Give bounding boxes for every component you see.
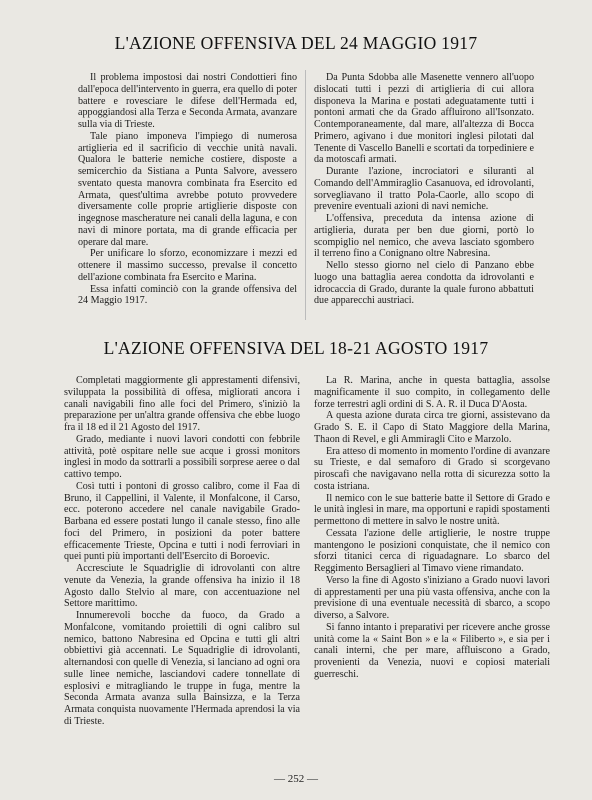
page-number: — 252 — [274,773,318,785]
paragraph: La R. Marina, anche in questa battaglia, assolse magnificamente il suo compito, in collegamento delle forze terrestri agli ordini di S. A. R. il Duca D'Aosta. [314,375,550,410]
paragraph: Per unificare lo sforzo, economizzare i mezzi ed ottenere il massimo successo, prevalse il concetto dell'azione combinata fra Esercito e Marina. [78,248,297,283]
paragraph: Completati maggiormente gli apprestamenti difensivi, sviluppata la possibilità di offesa, migliorati ancora i canali navigabili fino alle foci del Primero, s'iniziò la preparazione per un'altra grande offensiva che ebbe luogo fra il 18 ed il 21 Agosto del 1917. [64,375,300,433]
section-title-18-21-agosto: L'AZIONE OFFENSIVA DEL 18-21 AGOSTO 1917 [103,338,489,358]
paragraph: Essa infatti cominciò con la grande offensiva del 24 Maggio 1917. [78,283,297,307]
paragraph: Così tutti i pontoni di grosso calibro, come il Faa di Bruno, il Cappellini, il Valente, il Monfalcone, il Carso, ecc. poterono accedere nel canale navigabile Grado-Barbana ed essere postati lungo il canale stesso, fino alle foci del Primero, in posizioni da poter battere efficacemente Trieste, Opcina e tutti i nodi ferroviari in quei punti più importanti dell'Esercito di Boroevic. [64,480,300,563]
section1-right-column [314,72,534,307]
paragraph: Cessata l'azione delle artiglierie, le nostre truppe mantengono le posizioni conquistate, che il nemico con sforzi titanici cerca di riguadagnare. Lo sbarco del Reggimento Bersaglieri al Timavo viene rimandato. [314,527,550,574]
paragraph: L'offensiva, preceduta da intensa azione di artiglieria, durata per ben due giorni, portò lo scompiglio nel nemico, che aveva lasciato sgombero il terreno fino a Conignano oltre Nabresina. [314,213,534,260]
paragraph: Il problema impostosi dai nostri Condottieri fino dall'epoca dell'intervento in guerra, era quello di poter battere e rovesciare le difese dell'Hermada ed, appoggiandosi alla Terza e Seconda Armata, avanzare sulla via di Trieste. [78,72,297,130]
section2-left-column [64,375,300,728]
column-separator [305,70,306,320]
paragraph: A questa azione durata circa tre giorni, assistevano da Grado S. E. il Capo di Stato Maggiore della Marina, Thaon di Revel, e gli Ammiragli Cito e Marzolo. [314,410,550,445]
paragraph: Durante l'azione, incrociatori e siluranti al Comando dell'Ammiraglio Casanuova, ed idrovolanti, sorvegliavano il tratto Pola-Caorle, allo scopo di prevenire eventuali azioni di navi nemiche. [314,166,534,213]
paragraph: Nello stesso giorno nel cielo di Panzano ebbe luogo una battaglia aerea condotta da idrovolanti e idrocaccia di Grado, durante la quale furono abbattuti due apparecchi austriaci. [314,260,534,307]
section-title-24-maggio: L'AZIONE OFFENSIVA DEL 24 MAGGIO 1917 [114,33,478,53]
paragraph: Il nemico con le sue batterie batte il Settore di Grado e le unità inglesi in mare, ma opportuni e rapidi spostamenti permettono di mettere in salvo le nostre unità. [314,492,550,527]
paragraph: Innumerevoli bocche da fuoco, da Grado a Monfalcone, vomitando proiettili di ogni calibro sul nemico, battono Nabresina ed Opcina e tutti gli altri obbiettivi già accennati. Le Squadriglie di idrovolanti, alternandosi con quelle di Venezia, si lanciano ad ogni ora sulle linee nemiche, lasciandovi cadere tonnellate di esplosivi e mitragliando le truppe in fuga, mentre la Seconda Armata avanza sulla Bainsizza, e la Terza Armata conquista nuovamente l'Hermada aprendosi la via di Trieste. [64,610,300,727]
section2-right-column [314,375,550,681]
paragraph: Da Punta Sdobba alle Masenette vennero all'uopo dislocati tutti i pezzi di artiglieria di cui allora disponeva la Marina e postati adeguatamente tutti i pontoni armati che da Grado affluirono all'Isonzato. Contemporaneamente, dal mare, all'altezza di Bocca Primero, agivano i due monitori inglesi pilotati dal Tenente di Vascello Banelli e scortati da torpediniere e da motoscafi armati. [314,72,534,166]
paragraph: Tale piano imponeva l'impiego di numerosa artiglieria ed il sacrificio di vecchie unità navali. Qualora le batterie nemiche costiere, disposte a semicerchio da Sistiana a Punta Salvore, avessero sventato questa manovra combinata fra Esercito ed Armata, quest'ultima avrebbe potuto provvedere diversamente colle proprie artiglierie disposte con ingegnose mascherature nei canali della laguna, e con navi di minore portata, ma di grande efficacia per operare dal mare. [78,130,297,248]
paragraph: Verso la fine di Agosto s'iniziano a Grado nuovi lavori di apprestamenti per una più vasta offensiva, anche con la previsione di una eventuale necessità di sbarco, a scopo diverso, a Salvore. [314,574,550,621]
paragraph: Si fanno intanto i preparativi per ricevere anche grosse unità come la « Saint Bon » e la « Filiberto », e sia per i canali interni, che per mare, affluiscono a Grado, provenienti da Venezia, nuovi e copiosi materiali guerreschi. [314,621,550,680]
paragraph: Accresciute le Squadriglie di idrovolanti con altre venute da Venezia, la grande offensiva ha inizio il 18 Agosto dallo Stelvio al mare, con accentuazione nel Settore marittimo. [64,563,300,610]
section1-left-column [78,72,297,307]
paragraph: Grado, mediante i nuovi lavori condotti con febbrile attività, potè ospitare nelle sue acque i grossi monitors inglesi in modo da sottrarli a possibili sorprese aeree o dal cattivo tempo. [64,433,300,480]
paragraph: Era atteso di momento in momento l'ordine di avanzare su Trieste, e dal semaforo di Grado si scorgevano piroscafi che navigavano nella rotta di sicurezza sotto la costa istriana. [314,445,550,492]
